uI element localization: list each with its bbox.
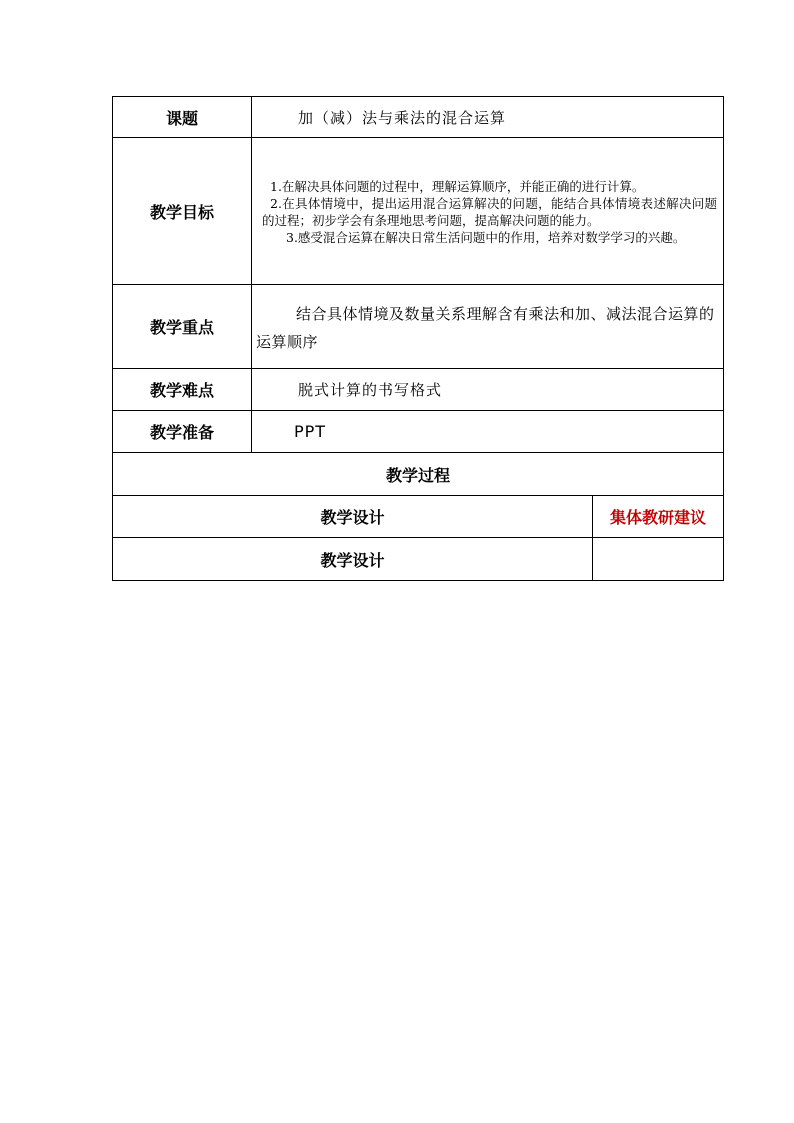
difficulty-label: 教学难点: [113, 369, 252, 411]
difficulty-row: [113, 369, 724, 411]
goal-item-3: 3.感受混合运算在解决日常生活问题中的作用，培养对数学学习的兴趣。: [286, 230, 686, 245]
process-row: [113, 453, 724, 496]
prep-row: [113, 411, 724, 453]
design-row-label: 教学设计: [113, 538, 593, 581]
goals-content: [252, 138, 724, 285]
key-content: [252, 285, 724, 369]
process-header: 教学过程: [113, 453, 724, 496]
topic-label: 课题: [113, 97, 252, 138]
goals-row: [113, 138, 724, 285]
advice-cell[interactable]: [593, 538, 724, 581]
design-body-row: [113, 538, 724, 581]
key-row: [113, 285, 724, 369]
design-header-row: [113, 496, 724, 538]
advice-header: 集体教研建议: [593, 496, 724, 538]
topic-row: [113, 97, 724, 138]
goal-item-1: 1.在解决具体问题的过程中，理解运算顺序，并能正确的进行计算。: [270, 179, 645, 194]
goals-label: 教学目标: [113, 138, 252, 285]
difficulty-value: 脱式计算的书写格式: [252, 369, 724, 411]
prep-label: 教学准备: [113, 411, 252, 453]
key-value: 结合具体情境及数量关系理解含有乘法和加、减法混合运算的运算顺序: [256, 304, 715, 351]
goal-item-2: 2.在具体情境中，提出运用混合运算解决的问题，能结合具体情境表述解决问题的过程；初步学会有条理地思考问题，提高解决问题的能力。: [262, 196, 718, 228]
prep-value: PPT: [252, 411, 724, 453]
lesson-plan-table: [112, 96, 724, 581]
key-label: 教学重点: [113, 285, 252, 369]
topic-value: 加（减）法与乘法的混合运算: [252, 97, 724, 138]
design-header: 教学设计: [113, 496, 593, 538]
